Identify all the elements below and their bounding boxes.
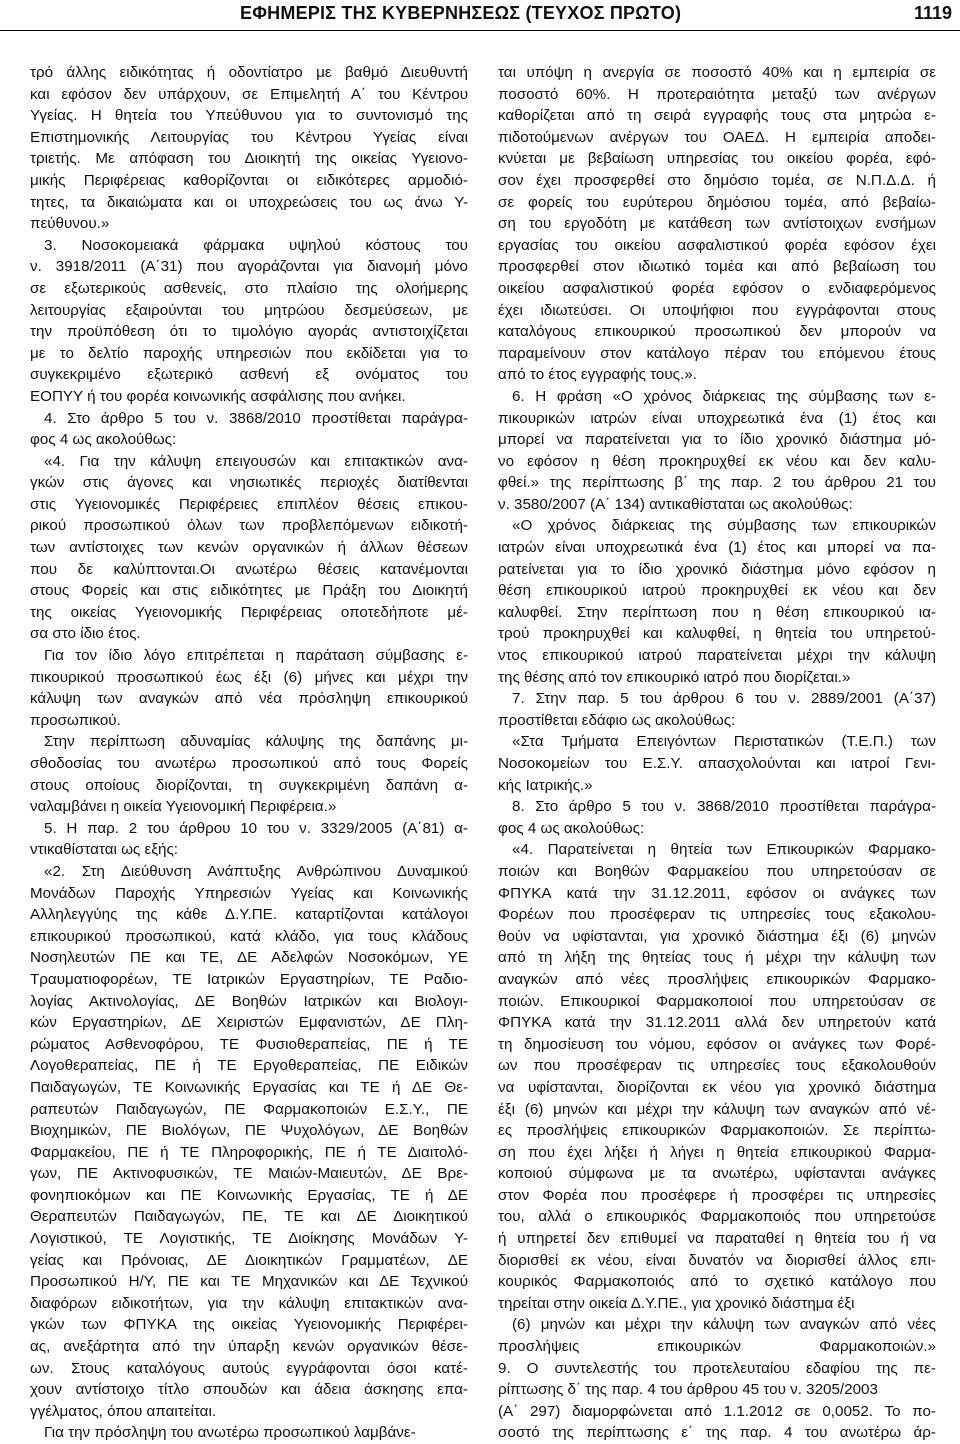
text-line: νο εφόσον η θέση προκηρυχθεί εκ νέου και δεν καλυ-	[498, 452, 936, 470]
text-line: πιδοτούμενων ανέργων του ΟΑΕΔ. Η εμπειρία αποδει-	[498, 128, 936, 146]
text-line: 9. Ο συντελεστής του προτελευταίου εδαφίου της πε-	[498, 1359, 936, 1377]
text-line: επικουρικού προσωπικού, κατά κλάδο, για τους κλάδους	[30, 927, 468, 945]
text-line: των αντίστοιχες των κενών οργανικών ή άλλων θέσεων	[30, 539, 468, 557]
text-line: Παιδαγωγών, ΤΕ Κοινωνικής Εργασίας και ΤΕ ή ΔΕ Θε-	[30, 1078, 468, 1096]
text-line: ρικού προσωπικού όλων των προβλεπόμενων ειδικοτή-	[30, 517, 468, 535]
text-line: «4. Παρατείνεται η θητεία των Επικουρικών Φαρμακο-	[512, 841, 936, 859]
text-line: οικείου ασφαλιστικού φορέα εφόσον ο ενδιαφερόμενος	[498, 279, 936, 297]
right-text-column	[498, 62, 936, 1444]
text-line: σθοδοσίας του ανωτέρω προσωπικού από τους Φορείς	[30, 755, 468, 772]
text-line: Για τον ίδιο λόγο επιτρέπεται η παράταση σύμβασης ε-	[44, 647, 468, 665]
text-line: Νοσηλευτών ΠΕ και ΤΕ, ΔΕ Αδελφών Νοσοκόμων, ΥΕ	[30, 949, 468, 967]
text-line: Βιοχημικών, ΠΕ Βιολόγων, ΠΕ Ψυχολόγων, ΔΕ Βοηθών	[30, 1122, 468, 1140]
text-line: της οικείας Υγειονομικής Περιφέρειας οποτεδήποτε μέ-	[30, 603, 468, 621]
text-line: φθεί.» της περίπτωσης β΄ της παρ. 2 του άρθρου 21 του	[498, 474, 936, 492]
text-line: γείας και Πρόνοιας, ΔΕ Διοικητικών Γραμματέων, ΔΕ	[30, 1251, 468, 1269]
text-line: Φορέων που προσέφεραν τις υπηρεσίες τους εξακολου-	[498, 906, 936, 924]
text-line: 5. Η παρ. 2 του άρθρου 10 του ν. 3329/2005 (Α΄81) α-	[44, 819, 468, 837]
page-header	[0, 0, 960, 30]
text-line: «Στα Τμήματα Επειγόντων Περιστατικών (Τ.Ε.Π.) των	[512, 733, 936, 751]
text-line: «Ο χρόνος διάρκειας της σύμβασης των επικουρικών	[512, 517, 936, 535]
text-line: Θεραπευτών Παιδαγωγών, ΠΕ, ΤΕ και ΔΕ Διοικητικού	[30, 1208, 468, 1226]
text-line: φονηπιοκόμων και ΠΕ Κοινωνικής Εργασίας, ΤΕ ή ΔΕ	[30, 1186, 468, 1204]
text-line: προστίθεται εδάφιο ως ακολούθως:	[498, 711, 736, 729]
text-line: διαφόρων ειδικοτήτων, για την κάλυψη επιτακτικών ανα-	[30, 1294, 468, 1312]
text-line: 8. Στο άρθρο 5 του ν. 3868/2010 προστίθεται παράγρα-	[512, 798, 936, 816]
text-line: σον έχει προσφερθεί στο δημόσιο τομέα, σε Ν.Π.Δ.Δ. ή	[498, 171, 936, 189]
text-line: του, αλλά ο επικουρικός Φαρμακοποιός που υπηρετούσε	[498, 1208, 936, 1226]
text-line: ων που προσέφεραν τις υπηρεσίες τους εξακολουθούν	[498, 1057, 936, 1075]
text-line: στον Φορέα που προσέφερε ή προσφέρει τις υπηρεσίες	[498, 1186, 936, 1204]
text-line: Για την πρόσληψη του ανωτέρω προσωπικού λαμβάνε-	[44, 1424, 416, 1442]
text-line: καταλόγους επικουρικού προσωπικού δεν μπορούν να	[498, 323, 936, 341]
text-line: προσλήψεις επικουρικών Φαρμακοποιών.»	[498, 1338, 936, 1356]
text-line: χουν αντίστοιχο τίτλο σπουδών και άδεια άσκησης επα-	[30, 1381, 468, 1399]
text-line: θούν να υφίστανται, για χρονικό διάστημα έξι (6) μηνών	[498, 927, 936, 945]
text-line: από τη λήξη της θητείας τους ή μέχρι την κάλυψη των	[498, 949, 936, 967]
text-line: τητες, τα δικαιώματα και οι υποχρεώσεις του ως άνω Υ-	[30, 193, 468, 211]
text-line: 4. Στο άρθρο 5 του ν. 3868/2010 προστίθεται παράγρα-	[44, 409, 468, 427]
text-line: και εφόσον δεν υπάρχουν, σε Επιμελητή Α΄ του Κέντρου	[30, 85, 468, 103]
text-line: ποσοστό 60%. Η προτεραιότητα μεταξύ των ανέργων	[498, 85, 936, 103]
text-line: ρίπτωσης δ΄ της παρ. 4 του άρθρου 45 του ν. 3205/2003	[498, 1381, 878, 1399]
text-line: κοποιού σύμφωνα με τα ανωτέρω, υφίστανται ανάγκες	[498, 1165, 936, 1183]
text-line: προσωπικού.	[30, 711, 121, 729]
text-line: ση του εργοδότη με κατάθεση των αντίστοιχων ενσήμων	[498, 215, 936, 233]
text-line: λογίας Ακτινολογίας, ΔΕ Βοηθών Ιατρικών και Βιολογι-	[30, 992, 468, 1010]
text-line: ες προσλήψεις επικουρικών Φαρμακοποιών. Σε περίπτω-	[498, 1122, 936, 1140]
text-line: παραμείνουν στον κατάλογο πέραν του επόμενου έτους	[498, 344, 936, 362]
text-line: φος 4 ως ακολούθως:	[498, 819, 645, 837]
text-line: ΦΠΥΚΑ κατά την 31.12.2011, εφόσον οι ανάγκες των	[498, 884, 936, 902]
text-line: πικουρικών ιατρών είναι υποχρεωτικά ένα (1) έτος και	[498, 409, 936, 427]
text-line: με το δελτίο παροχής υπηρεσιών που εκδίδεται για το	[30, 344, 468, 362]
text-line: σε εξωτερικούς ασθενείς, στο πλαίσιο της ολοήμερης	[30, 279, 468, 297]
text-line: ρώματος Ασθενοφόρου, ΤΕ Φυσιοθεραπείας, ΠΕ ή ΤΕ	[30, 1035, 468, 1053]
text-line: τηρείται στην οικεία Δ.Υ.ΠΕ., για χρονικό διάστημα έξι	[498, 1294, 855, 1312]
text-line: 6. Η φράση «Ο χρόνος διάρκειας της σύμβασης των ε-	[512, 387, 936, 405]
text-line: μικής Περιφέρειας καθορίζονται οι ειδικότερες αρμοδιό-	[30, 171, 468, 189]
text-line: Αλληλεγγύης της κάθε Δ.Υ.ΠΕ. καταρτίζονται κατάλογοι	[30, 906, 468, 924]
text-line: ποιών και Βοηθών Φαρμακείου που υπηρετούσαν σε	[498, 862, 936, 880]
text-line: ται υπόψη η ανεργία σε ποσοστό 40% και η εμπειρία σε	[498, 64, 936, 81]
text-line: (Α΄ 297) διαμορφώνεται από 1.1.2012 σε 0,0052. Το πο-	[498, 1402, 936, 1420]
page-number: 1119	[913, 3, 952, 23]
text-line: σοστό της περίπτωσης ε΄ της παρ. 4 του ανωτέρω άρ-	[498, 1424, 936, 1442]
text-line: μπορεί να παρατείνεται για το ίδιο χρονικό διάστημα μό-	[498, 431, 936, 449]
gazette-title: ΕΦΗΜΕΡΙΣ ΤΗΣ ΚΥΒΕΡΝΗΣΕΩΣ (ΤΕΥΧΟΣ ΠΡΩΤΟ)	[240, 3, 682, 23]
text-line: έξι (6) μηνών και μέχρι την κάλυψη των αναγκών από νέ-	[498, 1100, 936, 1118]
text-line: κνύεται με βεβαίωση υπηρεσίας του οικείου φορέα, εφό-	[498, 150, 936, 168]
text-line: τριετής. Με απόφαση του Διοικητή της οικείας Υγειονο-	[30, 150, 468, 168]
text-line: 3. Νοσοκομειακά φάρμακα υψηλού κόστους του	[44, 236, 468, 254]
text-line: ας, ανεξάρτητα από την ύπαρξη κενών οργανικών θέσε-	[30, 1338, 468, 1356]
text-line: ναλαμβάνει η οικεία Υγειονομική Περιφέρεια.»	[30, 798, 337, 816]
text-line: την προϋπόθεση ότι το τιμολόγιο αγοράς αντιστοιχίζεται	[30, 323, 468, 341]
text-line: κάλυψη των αναγκών από νέα πρόσληψη επικουρικού	[30, 690, 468, 708]
text-line: Στην περίπτωση αδυναμίας κάλυψης της δαπάνης μι-	[44, 733, 468, 751]
text-line: ΕΟΠΥΥ ή του φορέα κοινωνικής ασφάλισης που ανήκει.	[30, 387, 406, 405]
text-line: από το έτος εγγραφής τους.».	[498, 366, 697, 384]
text-line: ΦΠΥΚΑ κατά την 31.12.2011 αλλά δεν υπηρετούν κατά	[498, 1014, 936, 1032]
text-line: κής Ιατρικής.»	[498, 776, 593, 794]
text-line: πεύθυνου.»	[30, 215, 110, 233]
text-line: Επιστημονικής Λειτουργίας του Κέντρου Υγείας είναι	[30, 128, 468, 146]
text-line: «4. Για την κάλυψη επειγουσών και επιτακτικών ανα-	[44, 452, 468, 470]
text-line: ραπευτών Παιδαγωγών, ΠΕ Φαρμακοποιών Ε.Σ.Υ., ΠΕ	[30, 1100, 468, 1118]
text-line: προσφερθεί στον ιδιωτικό τομέα και από βεβαίωση του	[498, 258, 936, 276]
text-line: να υφίστανται, διορίζονται εκ νέου για χρονικό διάστημα	[498, 1078, 936, 1096]
text-line: ντος επικουρικού ιατρού παρατείνεται μέχρι την κάλυψη	[498, 647, 936, 665]
text-line: Τραυματιοφορέων, ΤΕ Ιατρικών Εργαστηρίων, ΤΕ Ραδιο-	[30, 970, 468, 988]
text-line: κών Εργαστηρίων, ΔΕ Χειριστών Εμφανιστών, ΔΕ Πλη-	[30, 1014, 468, 1032]
text-line: στους Φορείς και στις ειδικότητες με Πράξη του Διοικητή	[30, 582, 468, 600]
text-line: διορισθεί εκ νέου, είναι δυνατόν να διορισθεί άλλος επι-	[498, 1251, 936, 1269]
text-line: ν. 3918/2011 (Α΄31) που αγοράζονται για διανομή μόνο	[30, 258, 468, 276]
text-line: της θέσης από τον επικουρικό ιατρό που διορίζεται.»	[498, 668, 851, 686]
text-line: συγκεκριμένο εξωτερικό ασθενή εξ ονόματος του	[30, 366, 468, 384]
text-line: ιατρών είναι υποχρεωτικά ένα (1) έτος και μπορεί να πα-	[498, 539, 936, 557]
text-line: στις Υγειονομικές Περιφέρειες επιπλέον θέσεις επικου-	[30, 495, 468, 513]
text-line: καθορίζεται από τη σειρά εγγραφής τους στα μητρώα ε-	[498, 107, 936, 125]
text-line: σα στο ίδιο έτος.	[30, 625, 141, 643]
text-line: «2. Στη Διεύθυνση Ανάπτυξης Ανθρώπινου Δυναμικού	[44, 862, 468, 880]
text-line: Υγείας. Η θητεία του Υπεύθυνου για το συντονισμό της	[30, 107, 468, 125]
text-line: ων. Στους καταλόγους αυτούς εγγράφονται όσοι κατέ-	[30, 1359, 468, 1377]
text-line: ρατείνεται για το ίδιο χρονικό διάστημα μόνο εφόσον η	[498, 560, 936, 578]
text-line: ν. 3580/2007 (Α΄ 134) αντικαθίσταται ως ακολούθως:	[498, 495, 853, 513]
text-line: Φαρμακείου, ΠΕ ή ΤΕ Πληροφορικής, ΠΕ ή ΤΕ Διαιτολό-	[30, 1143, 468, 1161]
text-line: τη δημοσίευση του νόμου, εφόσον οι ανάγκες των Φορέ-	[498, 1035, 936, 1053]
text-line: αναγκών από νέες προσλήψεις επικουρικών Φαρμακο-	[498, 970, 936, 988]
text-line: έχει ιδιωτεύσει. Οι υποψήφιοι που εγγράφονται στους	[498, 301, 936, 319]
text-line: γκών των ΦΠΥΚΑ της οικείας Υγειονομικής Περιφέρει-	[30, 1316, 468, 1334]
text-line: εργασίας του οικείου ασφαλιστικού φορέα εφόσον έχει	[498, 236, 936, 254]
text-line: φος 4 ως ακολούθως:	[30, 431, 177, 449]
text-line: τρό άλλης ειδικότητας ή οδοντίατρο με βαθμό Διευθυντή	[30, 64, 468, 81]
text-line: Νοσοκομείων του Ε.Σ.Υ. απασχολούνται και ιατροί Γενι-	[498, 755, 936, 772]
text-line: λειτουργίας εξαιρούνται του μητρώου δεσμεύσεων, με	[30, 301, 468, 319]
text-line: γων, ΠΕ Ακτινοφυσικών, ΤΕ Μαιών-Μαιευτών, ΔΕ Βρε-	[30, 1165, 468, 1183]
text-line: κουρικός Φαρμακοποιός από το σχετικό κατάλογο που	[498, 1273, 936, 1291]
text-line: Λογοθεραπείας, ΠΕ ή ΤΕ Εργοθεραπείας, ΠΕ Ειδικών	[30, 1057, 468, 1075]
left-text-column	[30, 62, 468, 1444]
text-line: καλυφθεί. Στην περίπτωση που η θέση επικουρικού ια-	[498, 603, 936, 621]
text-line: σε φορείς του ευρύτερου δημόσιου τομέα, από βεβαίω-	[498, 193, 936, 211]
text-line: Προσωπικού Η/Υ, ΠΕ και ΤΕ Μηχανικών και ΔΕ Τεχνικού	[30, 1273, 468, 1291]
text-line: στους οποίους διορίζονται, τη συγκεκριμένη δαπάνη α-	[30, 776, 468, 794]
text-line: τρού προκηρυχθεί και καλυφθεί, η θητεία του υπηρετού-	[498, 625, 936, 643]
header-divider	[0, 30, 960, 31]
text-line: που δε καλύπτονται.Οι ανωτέρω θέσεις κατανέμονται	[30, 560, 468, 578]
text-line: ντικαθίσταται ως εξής:	[30, 841, 179, 859]
text-line: ποιών. Επικουρικοί Φαρμακοποιοί που υπηρετούσαν σε	[498, 992, 936, 1010]
text-line: ση που έχει λήξει ή λήγει η θητεία επικουρικού Φαρμα-	[498, 1143, 936, 1161]
text-line: (6) μηνών και μέχρι την κάλυψη των αναγκών από νέες	[512, 1316, 936, 1334]
text-line: Λογιστικού, ΤΕ Λογιστικής, ΤΕ Διοίκησης Μονάδων Υ-	[30, 1230, 468, 1248]
text-line: 7. Στην παρ. 5 του άρθρου 6 του ν. 2889/2001 (Α΄37)	[512, 690, 936, 708]
text-line: πικουρικού προσωπικού έως έξι (6) μήνες και μέχρι την	[30, 668, 468, 686]
text-line: γγέλματος, όπου απαιτείται.	[30, 1402, 217, 1420]
text-line: γκών στις άγονες και νησιωτικές περιοχές διατίθενται	[30, 474, 468, 492]
text-line: ή υπηρετεί δεν επιθυμεί να παραταθεί η θητεία του ή να	[498, 1230, 936, 1248]
text-line: Μονάδων Παροχής Υπηρεσιών Υγείας και Κοινωνικής	[30, 884, 468, 902]
text-line: θέση επικουρικού ιατρού προκηρυχθεί εκ νέου και δεν	[498, 582, 936, 600]
